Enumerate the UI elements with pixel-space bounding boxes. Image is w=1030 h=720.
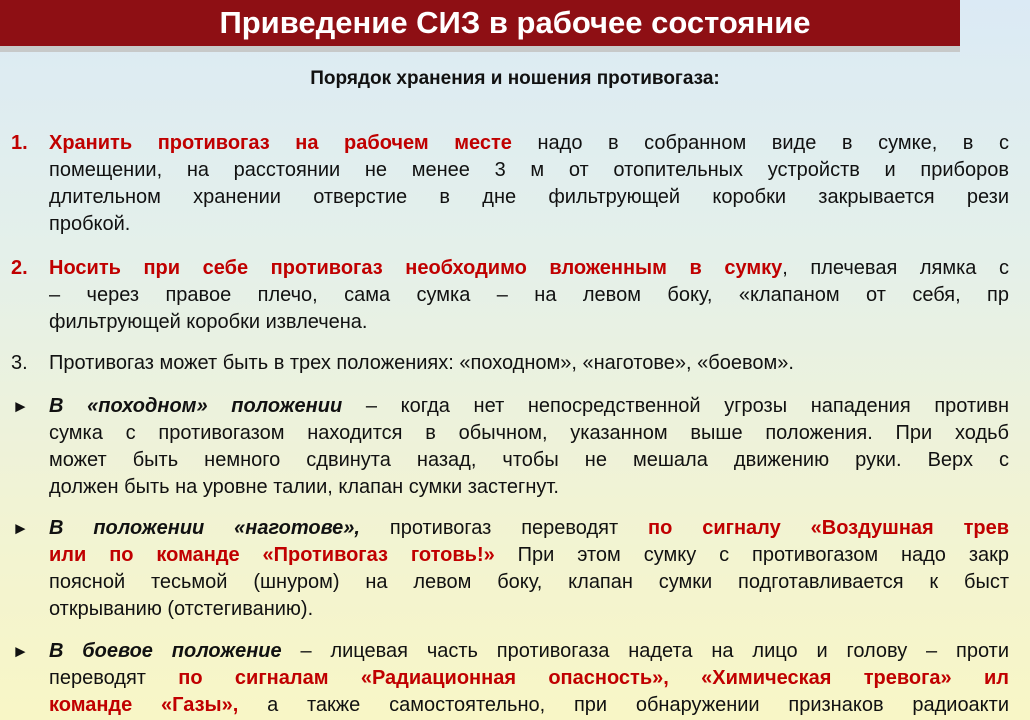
list-marker: 3. — [11, 352, 28, 374]
list-item-3 — [0, 350, 960, 380]
item-line: сумка с противогазом находится в обычном, указанном выше положения. При ходьб — [49, 422, 1009, 444]
item-line — [49, 638, 1009, 665]
arrow-bullet-icon: ► — [12, 642, 29, 661]
highlight-text: или по команде «Противогаз готовь!» — [49, 544, 495, 566]
arrow-bullet-icon: ► — [12, 397, 29, 416]
list-item-4 — [0, 393, 1009, 503]
list-item-1 — [0, 130, 1009, 240]
body-text: противогаз переводят — [360, 517, 649, 539]
item-line — [49, 665, 1009, 692]
highlight-text: по сигналам «Радиационная опасность», «Химическая тревога» ил — [178, 667, 1010, 689]
item-line: Противогаз может быть в трех положениях: «походном», «наготове», «боевом». — [49, 352, 794, 374]
item-line: фильтрующей коробки извлечена. — [49, 311, 368, 333]
list-marker: 2. — [11, 257, 28, 279]
highlight-text: Носить при себе противогаз необходимо вложенным в сумку — [49, 257, 783, 279]
item-line — [49, 130, 1009, 157]
item-line: пробкой. — [49, 213, 131, 235]
emphasis-text: В боевое положение — [49, 640, 282, 662]
list-item-5 — [0, 515, 1010, 625]
item-line — [49, 255, 1009, 282]
body-text: – лицевая часть противогаза надета на лицо и голову – проти — [281, 640, 1009, 662]
item-line: должен быть на уровне талии, клапан сумки застегнут. — [49, 476, 559, 498]
item-line — [49, 692, 1009, 719]
body-text: надо в собранном виде в сумке, в с — [511, 132, 1009, 154]
list-item-6 — [0, 638, 1010, 720]
arrow-bullet-icon: ► — [12, 519, 29, 538]
item-line: – через правое плечо, сама сумка – на левом боку, «клапаном от себя, пр — [49, 284, 1009, 306]
highlight-text: по сигналу «Воздушная трев — [648, 517, 1010, 539]
body-text: , плечевая лямка с — [782, 257, 1010, 279]
item-line: открыванию (отстегиванию). — [49, 598, 314, 620]
body-text: а также самостоятельно, при обнаружении признаков радиоакти — [238, 694, 1009, 716]
highlight-text: команде «Газы», — [49, 694, 239, 716]
page-title: Приведение СИЗ в рабочее состояние — [219, 5, 811, 40]
list-item-2 — [0, 255, 1010, 339]
highlight-text: Хранить противогаз на рабочем месте — [49, 132, 512, 154]
item-line: может быть немного сдвинута назад, чтобы не мешала движению руки. Верх с — [49, 449, 1009, 471]
item-line: длительном хранении отверстие в дне фильтрующей коробки закрывается рези — [49, 186, 1009, 208]
item-line — [49, 515, 1009, 542]
body-text: переводят — [49, 667, 179, 689]
emphasis-text: В «походном» положении — [49, 395, 343, 417]
list-marker: 1. — [11, 132, 28, 154]
item-line — [49, 393, 1009, 420]
item-line: помещении, на расстоянии не менее 3 м от отопительных устройств и приборов — [49, 159, 1009, 181]
body-text: – когда нет непосредственной угрозы нападения противн — [342, 395, 1009, 417]
section-subtitle: Порядок хранения и ношения противогаза: — [310, 68, 720, 89]
body-text: При этом сумку с противогазом надо закр — [494, 544, 1009, 566]
item-line — [49, 542, 1009, 569]
item-line: поясной тесьмой (шнуром) на левом боку, клапан сумки подготавливается к быст — [49, 571, 1009, 593]
emphasis-text: В положении «наготове», — [49, 517, 360, 539]
